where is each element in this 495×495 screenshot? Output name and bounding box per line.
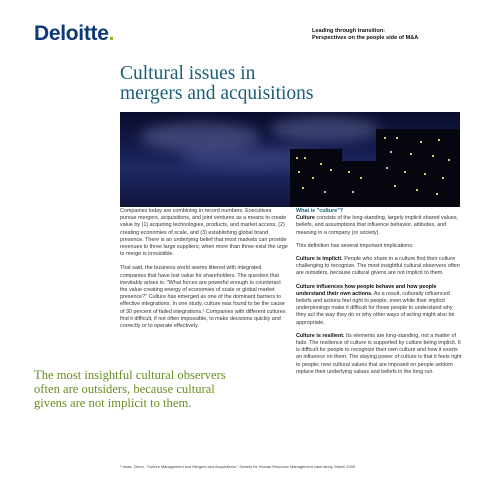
- pull-quote-line3: givens are not implicit to them.: [34, 395, 192, 410]
- footnote: ¹ Isaac, Dixon, "Culture Management and Mergers and Acquisitions," Society for Human Resource Management case study, March 2005.: [120, 464, 357, 469]
- culture-definition: [296, 208, 462, 237]
- deloitte-logo: [34, 22, 114, 46]
- implication-3-lead: Culture is resilient.: [296, 332, 345, 339]
- tagline-line1: Leading through transition:: [312, 28, 386, 34]
- definition-text: consists of the long-standing, largely implicit shared values, beliefs, and assumptions that influence behavior, attitudes, and meaning in a company (or society).: [296, 215, 459, 236]
- implication-2-lead: Culture influences how people behave and how people understand their own actions.: [296, 283, 437, 297]
- header-tagline: [312, 28, 418, 43]
- title-line2: mergers and acquisitions: [120, 83, 314, 104]
- implication-1-lead: Culture is implicit.: [296, 256, 343, 263]
- logo-text: Deloitte: [34, 22, 109, 45]
- implication-3-text: Its elements are long-standing, not a matter of fads. The resilience of culture is supported by culture being implicit. It is difficult for people to recognize their own culture and how it exerts an influence on them. The staying power of culture is that it feels right to people; new cultural values that are imposed on people seldom replace their underlying values and beliefs in the long run.: [296, 332, 462, 375]
- left-column: [120, 208, 288, 337]
- right-column: [296, 208, 462, 382]
- left-paragraph-2: That said, the business world seems littered with integrated companies that have lost value for shareholders. The question that inevitably arises is: "What forces are powerful enough to counteract the value-creating energy of economies of scale or global market presence?" Culture has emerged as one of the dominant barriers to effective integrations. In one study, culture was found to be the cause of 30 percent of failed integrations.¹ Companies with different cultures find it difficult, if not often impossible, to make decisions quickly and correctly or to operate effectively.: [120, 265, 286, 330]
- implication-2-text: As a result, culturally influenced beliefs and actions feel right to people, even while their implicit underpinnings make it difficult for those people to understand why they act the way they do or why other ways of acting might also be appropriate.: [296, 290, 455, 326]
- pull-quote: [34, 369, 294, 410]
- city-night-photo: [120, 112, 460, 207]
- left-paragraph-1: Companies today are combining in record numbers. Executives pursue mergers, acquisitions, and joint ventures as a means to create value by (1) acquiring technologies, products, and market access, (2) creating economies of scale, and (3) establishing global brand presence. There is an underlying belief that most markets can provide revenues to three large suppliers; when more than three exist the urge to merge is irresistible.: [120, 208, 288, 258]
- implication-3: [296, 333, 462, 376]
- pull-quote-line1: The most insightful cultural observers: [34, 368, 226, 382]
- pull-quote-line2: often are outsiders, because cultural: [34, 381, 215, 396]
- implication-1: [296, 256, 462, 278]
- definition-lead: Culture: [296, 215, 315, 222]
- implication-2: [296, 284, 462, 327]
- implication-1-text: People who share in a culture find their culture challenging to recognize. The most insightful cultural observers often are outsiders, because cultural givens are not implicit to them.: [296, 256, 460, 277]
- tagline-line2: Perspectives on the people side of M&A: [312, 35, 419, 42]
- implications-intro: This definition has several important implications:: [296, 242, 414, 249]
- title-line1: Cultural issues in: [120, 63, 256, 84]
- logo-dot: .: [108, 22, 115, 45]
- page-title: [120, 64, 314, 104]
- section-heading: What is "culture"?: [296, 208, 344, 214]
